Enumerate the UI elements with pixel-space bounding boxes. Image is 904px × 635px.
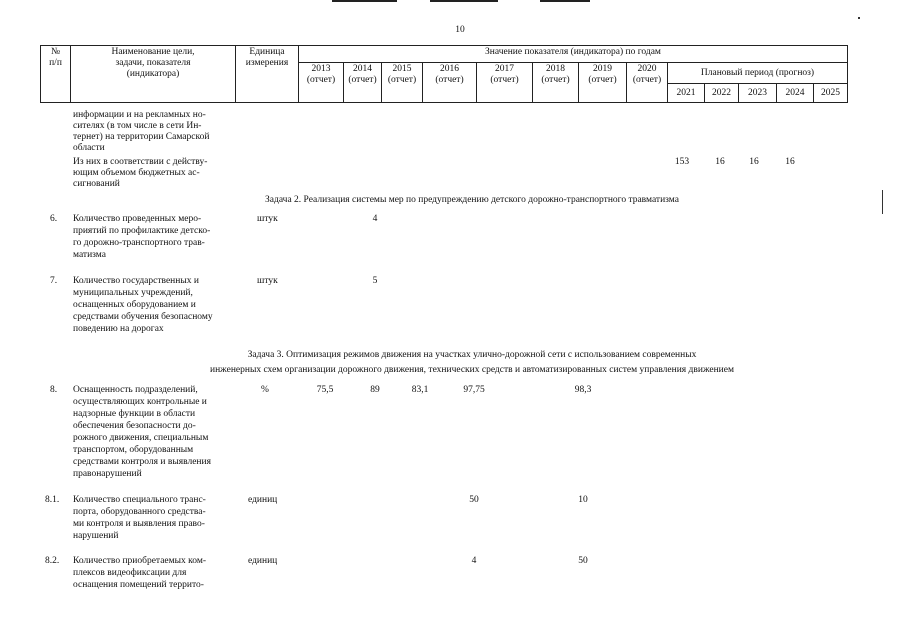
value-2021: 16 <box>715 157 725 167</box>
text-line: поведению на дорогах <box>73 324 164 334</box>
text-line: Количество государственных и <box>73 276 199 286</box>
value-2016: 97,75 <box>463 385 485 395</box>
unit-cell: штук <box>257 214 278 224</box>
task-2-heading: Задача 2. Реализация системы мер по предупреждению детского дорожно-транспортного травматизма <box>265 195 679 205</box>
scan-dot <box>858 17 860 19</box>
unit-cell: единиц <box>248 556 278 566</box>
value-2018: 50 <box>578 556 588 566</box>
value-2018: 10 <box>578 495 588 505</box>
text-line: сителях (в том числе в сети Ин- <box>73 121 202 131</box>
header-num: № п/п <box>41 46 71 103</box>
row-number: 8.2. <box>45 556 60 566</box>
text-line: средствами обучения безопасному <box>73 312 213 322</box>
text-line: сигнований <box>73 179 120 189</box>
value-2013: 75,5 <box>316 385 334 395</box>
text-line: рожного движения, специальным <box>73 433 209 443</box>
text-line: Оснащенность подразделений, <box>73 385 198 395</box>
text-line: правонарушений <box>73 469 142 479</box>
header-year: 2014 (отчет) <box>344 63 382 103</box>
value-2014: 5 <box>372 276 378 286</box>
value-2020: 153 <box>674 157 690 167</box>
unit-cell: % <box>261 385 269 395</box>
header-year: 2015 (отчет) <box>382 63 423 103</box>
text-line: Из них в соответствии с действу- <box>73 157 208 167</box>
text-line: го дорожно-транспортного трав- <box>73 238 205 248</box>
scan-artifact <box>540 0 590 2</box>
text-line: области <box>73 143 105 153</box>
text-line: Количество специального транс- <box>73 495 206 505</box>
text-line: нарушений <box>73 531 119 541</box>
text-line: тернет) на территории Самарской <box>73 132 210 142</box>
header-name: Наименование цели, задачи, показателя (индикатора) <box>71 46 236 103</box>
value-2014: 4 <box>372 214 378 224</box>
text-line: осуществляющих контрольные и <box>73 397 207 407</box>
value-2015: 83,1 <box>411 385 429 395</box>
header-year: 2020 (отчет) <box>627 63 668 103</box>
text-line: Количество приобретаемых ком- <box>73 556 207 566</box>
text-line: оснащения помещений террито- <box>73 580 204 590</box>
header-values-title: Значение показателя (индикатора) по годам <box>299 46 848 63</box>
page-number: 10 <box>455 25 465 35</box>
value-2014: 89 <box>370 385 380 395</box>
text-line: плексов видеофиксации для <box>73 568 187 578</box>
scan-artifact <box>430 0 498 2</box>
header-year: 2016 (отчет) <box>423 63 477 103</box>
header-plan-year: 2025 <box>814 84 848 103</box>
text-line: оснащенных оборудованием и <box>73 300 196 310</box>
header-unit: Единица измерения <box>236 46 299 103</box>
text-line: ми контроля и выявления право- <box>73 519 205 529</box>
text-line: информации и на рекламных но- <box>73 110 206 120</box>
text-line: приятий по профилактике детско- <box>73 226 211 236</box>
value-2022: 16 <box>749 157 759 167</box>
task-3-heading-line-1: Задача 3. Оптимизация режимов движения на участках улично-дорожной сети с использованием современных <box>247 350 697 360</box>
row-number: 7. <box>50 276 58 286</box>
header-plan-year: 2023 <box>739 84 777 103</box>
task-3-heading-line-2: инженерных схем организации дорожного движения, технических средств и автоматизированных систем управления движением <box>210 365 734 375</box>
header-plan-title: Плановый период (прогноз) <box>668 63 848 84</box>
value-2023: 16 <box>785 157 795 167</box>
text-line: Количество проведенных меро- <box>73 214 202 224</box>
row-number: 8. <box>50 385 58 395</box>
header-plan-year: 2024 <box>777 84 814 103</box>
text-line: транспортом, оборудованным <box>73 445 194 455</box>
text-line: надзорные функции в области <box>73 409 196 419</box>
text-line: муниципальных учреждений, <box>73 288 193 298</box>
text-line: ющим объемом бюджетных ас- <box>73 168 200 178</box>
header-table <box>40 45 848 103</box>
row-number: 6. <box>50 214 58 224</box>
header-plan-year: 2022 <box>705 84 739 103</box>
text-line: порта, оборудованного средства- <box>73 507 206 517</box>
value-2016: 4 <box>471 556 477 566</box>
text-line: обеспечения безопасности до- <box>73 421 196 431</box>
unit-cell: штук <box>257 276 278 286</box>
row-number: 8.1. <box>45 495 60 505</box>
header-year: 2019 (отчет) <box>579 63 627 103</box>
header-plan-year: 2021 <box>668 84 705 103</box>
header-year: 2013 (отчет) <box>299 63 344 103</box>
value-2018: 98,3 <box>574 385 592 395</box>
header-year: 2017 (отчет) <box>477 63 533 103</box>
text-line: матизма <box>73 250 106 260</box>
unit-cell: единиц <box>248 495 278 505</box>
text-line: средствами контроля и выявления <box>73 457 211 467</box>
value-2016: 50 <box>469 495 479 505</box>
header-year: 2018 (отчет) <box>533 63 579 103</box>
scan-artifact <box>332 0 397 2</box>
